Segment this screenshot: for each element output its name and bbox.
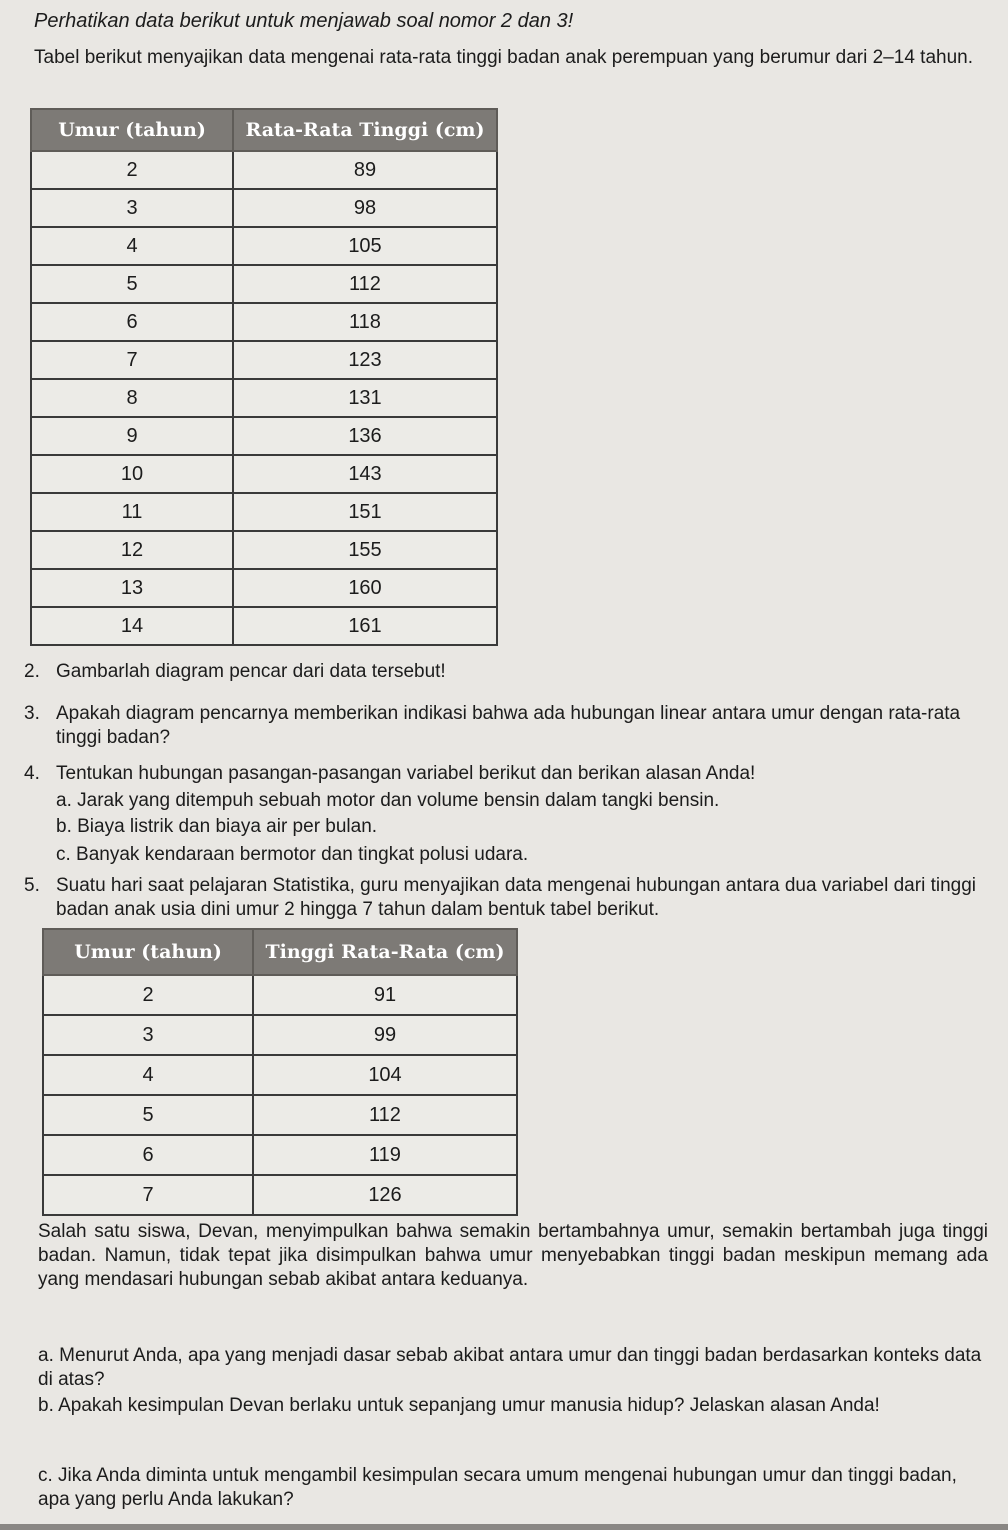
height-cell: 119 bbox=[253, 1135, 517, 1175]
height-cell: 136 bbox=[233, 417, 497, 455]
question-number: 4. bbox=[24, 763, 40, 784]
age-cell: 10 bbox=[31, 455, 233, 493]
height-cell: 155 bbox=[233, 531, 497, 569]
table-row bbox=[31, 189, 497, 227]
question-text: Tentukan hubungan pasangan-pasangan variabel berikut dan berikan alasan Anda! bbox=[56, 763, 756, 784]
column-header-age: Umur (tahun) bbox=[31, 109, 233, 151]
question-4b: b. Biaya listrik dan biaya air per bulan. bbox=[56, 816, 378, 837]
table-row bbox=[31, 303, 497, 341]
column-header-height: Tinggi Rata-Rata (cm) bbox=[253, 929, 517, 975]
height-cell: 112 bbox=[253, 1095, 517, 1135]
height-cell: 91 bbox=[253, 975, 517, 1015]
age-cell: 4 bbox=[31, 227, 233, 265]
height-cell: 123 bbox=[233, 341, 497, 379]
question-4c: c. Banyak kendaraan bermotor dan tingkat polusi udara. bbox=[56, 844, 529, 865]
instruction-text: Tabel berikut menyajikan data mengenai rata-rata tinggi badan anak perempuan yang berumur dari 2–14 tahun. bbox=[34, 47, 973, 68]
table-row bbox=[31, 531, 497, 569]
table-row bbox=[31, 493, 497, 531]
age-cell: 2 bbox=[31, 151, 233, 189]
table-row bbox=[43, 1015, 517, 1055]
table-row bbox=[43, 1095, 517, 1135]
age-cell: 6 bbox=[31, 303, 233, 341]
height-cell: 99 bbox=[253, 1015, 517, 1055]
age-cell: 5 bbox=[31, 265, 233, 303]
question-text: Gambarlah diagram pencar dari data tersebut! bbox=[56, 661, 446, 682]
height-cell: 126 bbox=[253, 1175, 517, 1215]
age-cell: 11 bbox=[31, 493, 233, 531]
height-cell: 143 bbox=[233, 455, 497, 493]
question-number: 3. bbox=[24, 703, 40, 724]
table-row bbox=[31, 379, 497, 417]
column-header-age: Umur (tahun) bbox=[43, 929, 253, 975]
height-cell: 131 bbox=[233, 379, 497, 417]
table-row bbox=[31, 341, 497, 379]
age-cell: 4 bbox=[43, 1055, 253, 1095]
table-row bbox=[43, 975, 517, 1015]
age-cell: 8 bbox=[31, 379, 233, 417]
age-cell: 5 bbox=[43, 1095, 253, 1135]
height-table-girls bbox=[30, 108, 498, 646]
column-header-height: Rata-Rata Tinggi (cm) bbox=[233, 109, 497, 151]
height-cell: 105 bbox=[233, 227, 497, 265]
age-cell: 13 bbox=[31, 569, 233, 607]
height-cell: 104 bbox=[253, 1055, 517, 1095]
age-cell: 6 bbox=[43, 1135, 253, 1175]
age-cell: 2 bbox=[43, 975, 253, 1015]
age-cell: 3 bbox=[31, 189, 233, 227]
question-text: Apakah diagram pencarnya memberikan indikasi bahwa ada hubungan linear antara umur dengan rata-rata tinggi badan? bbox=[56, 703, 961, 748]
age-cell: 3 bbox=[43, 1015, 253, 1055]
question-5 bbox=[24, 874, 994, 924]
question-number: 2. bbox=[24, 661, 40, 682]
height-table-early-age bbox=[42, 928, 518, 1216]
height-cell: 112 bbox=[233, 265, 497, 303]
table-row bbox=[31, 151, 497, 189]
question-4a: a. Jarak yang ditempuh sebuah motor dan volume bensin dalam tangki bensin. bbox=[56, 790, 720, 811]
table-row bbox=[31, 455, 497, 493]
table-row bbox=[31, 569, 497, 607]
table-body bbox=[31, 151, 497, 645]
height-cell: 160 bbox=[233, 569, 497, 607]
instruction-title: Perhatikan data berikut untuk menjawab soal nomor 2 dan 3! bbox=[34, 10, 574, 32]
height-cell: 118 bbox=[233, 303, 497, 341]
question-5a: a. Menurut Anda, apa yang menjadi dasar sebab akibat antara umur dan tinggi badan berdasarkan konteks data di atas? bbox=[38, 1345, 982, 1390]
table-row bbox=[31, 265, 497, 303]
page-bottom-edge bbox=[0, 1524, 1008, 1530]
table-row bbox=[31, 607, 497, 645]
devan-paragraph: Salah satu siswa, Devan, menyimpulkan bahwa semakin bertambahnya umur, semakin bertambah juga tinggi badan. Namun, tidak tepat jika disimpulkan bahwa umur menyebabkan tinggi badan meskipun memang ada yang mendasari hubungan sebab akibat antara keduanya. bbox=[38, 1221, 988, 1290]
table-body bbox=[43, 975, 517, 1215]
question-3 bbox=[24, 702, 994, 752]
table-header-row bbox=[31, 109, 497, 151]
age-cell: 7 bbox=[43, 1175, 253, 1215]
age-cell: 12 bbox=[31, 531, 233, 569]
height-cell: 98 bbox=[233, 189, 497, 227]
age-cell: 7 bbox=[31, 341, 233, 379]
table-row bbox=[43, 1175, 517, 1215]
height-cell: 151 bbox=[233, 493, 497, 531]
table-header-row bbox=[43, 929, 517, 975]
height-cell: 89 bbox=[233, 151, 497, 189]
table-row bbox=[43, 1135, 517, 1175]
question-5b: b. Apakah kesimpulan Devan berlaku untuk sepanjang umur manusia hidup? Jelaskan alasan Anda! bbox=[38, 1395, 880, 1416]
table-row bbox=[31, 417, 497, 455]
age-cell: 14 bbox=[31, 607, 233, 645]
age-cell: 9 bbox=[31, 417, 233, 455]
question-number: 5. bbox=[24, 875, 40, 896]
question-text: Suatu hari saat pelajaran Statistika, guru menyajikan data mengenai hubungan antara dua variabel dari tinggi badan anak usia dini umur 2 hingga 7 tahun dalam bentuk tabel berikut. bbox=[56, 875, 976, 920]
table-row bbox=[43, 1055, 517, 1095]
height-cell: 161 bbox=[233, 607, 497, 645]
table-row bbox=[31, 227, 497, 265]
question-5c: c. Jika Anda diminta untuk mengambil kesimpulan secara umum mengenai hubungan umur dan tinggi badan, apa yang perlu Anda lakukan? bbox=[38, 1465, 957, 1510]
